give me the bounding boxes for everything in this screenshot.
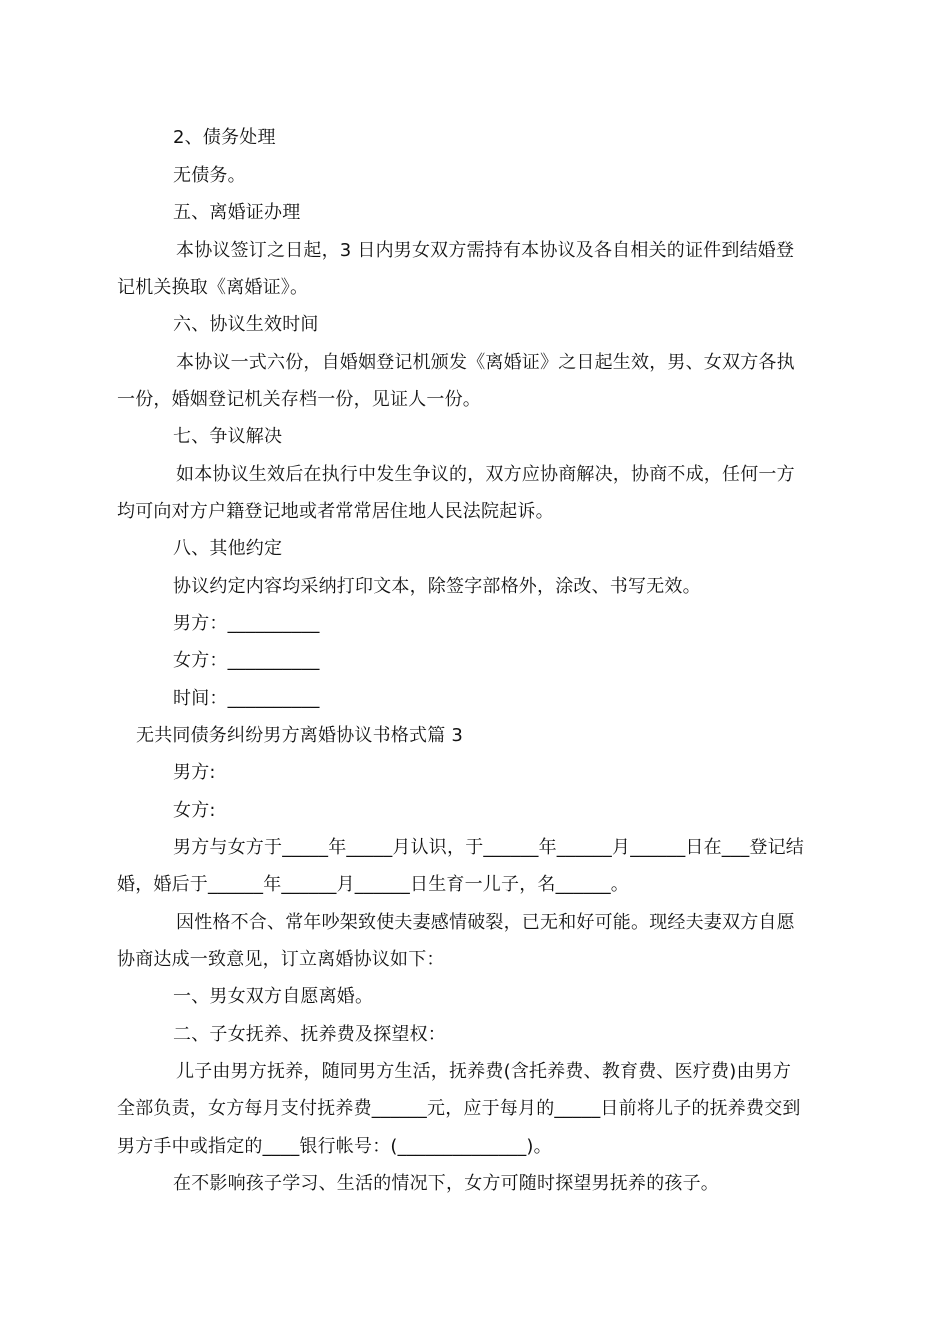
party-male-label: 男方: — [173, 762, 216, 783]
section-heading: 七、争议解决 — [173, 426, 283, 447]
section-heading: 2、债务处理 — [173, 127, 276, 148]
paragraph-line: 因性格不合、常年吵架致使夫妻感情破裂，已无和好可能。现经夫妻双方自愿 — [176, 912, 795, 933]
paragraph-line: 儿子由男方抚养，随同男方生活，抚养费(含托养费、教育费、医疗费)由男方 — [176, 1061, 792, 1082]
paragraph-line: 记机关换取《离婚证》。 — [117, 277, 309, 298]
signature-line-male: 男方：__________ — [173, 613, 320, 634]
document-title: 无共同债务纠纷男方离婚协议书格式篇 3 — [136, 725, 463, 746]
paragraph-line: 男方手中或指定的____银行帐号：(______________)。 — [117, 1136, 552, 1157]
paragraph-line: 无债务。 — [173, 165, 246, 186]
paragraph-line: 协商达成一致意见，订立离婚协议如下： — [117, 949, 445, 970]
clause-heading: 一、男女双方自愿离婚。 — [173, 986, 374, 1007]
paragraph-line: 婚，婚后于______年______月______日生育一儿子，名______。 — [117, 874, 629, 895]
paragraph-line: 在不影响孩子学习、生活的情况下，女方可随时探望男抚养的孩子。 — [173, 1173, 719, 1194]
paragraph-line: 如本协议生效后在执行中发生争议的，双方应协商解决，协商不成，任何一方 — [176, 464, 795, 485]
clause-heading: 二、子女抚养、抚养费及探望权： — [173, 1024, 446, 1045]
signature-line-date: 时间：__________ — [173, 688, 320, 709]
paragraph-line: 男方与女方于_____年_____月认识，于______年______月______日在___登记结 — [173, 837, 804, 858]
section-heading: 八、其他约定 — [173, 538, 283, 559]
paragraph-line: 全部负责，女方每月支付抚养费______元，应于每月的_____日前将儿子的抚养费交到 — [117, 1098, 801, 1119]
party-female-label: 女方: — [173, 800, 216, 821]
section-heading: 六、协议生效时间 — [173, 314, 319, 335]
section-heading: 五、离婚证办理 — [173, 202, 301, 223]
paragraph-line: 本协议签订之日起，3 日内男女双方需持有本协议及各自相关的证件到结婚登 — [176, 240, 795, 261]
signature-line-female: 女方：__________ — [173, 650, 320, 671]
paragraph-line: 本协议一式六份，自婚姻登记机颁发《离婚证》之日起生效，男、女双方各执 — [176, 352, 795, 373]
paragraph-line: 均可向对方户籍登记地或者常常居住地人民法院起诉。 — [117, 501, 554, 522]
paragraph-line: 一份，婚姻登记机关存档一份，见证人一份。 — [117, 389, 481, 410]
paragraph-line: 协议约定内容均采纳打印文本，除签字部格外，涂改、书写无效。 — [173, 576, 701, 597]
